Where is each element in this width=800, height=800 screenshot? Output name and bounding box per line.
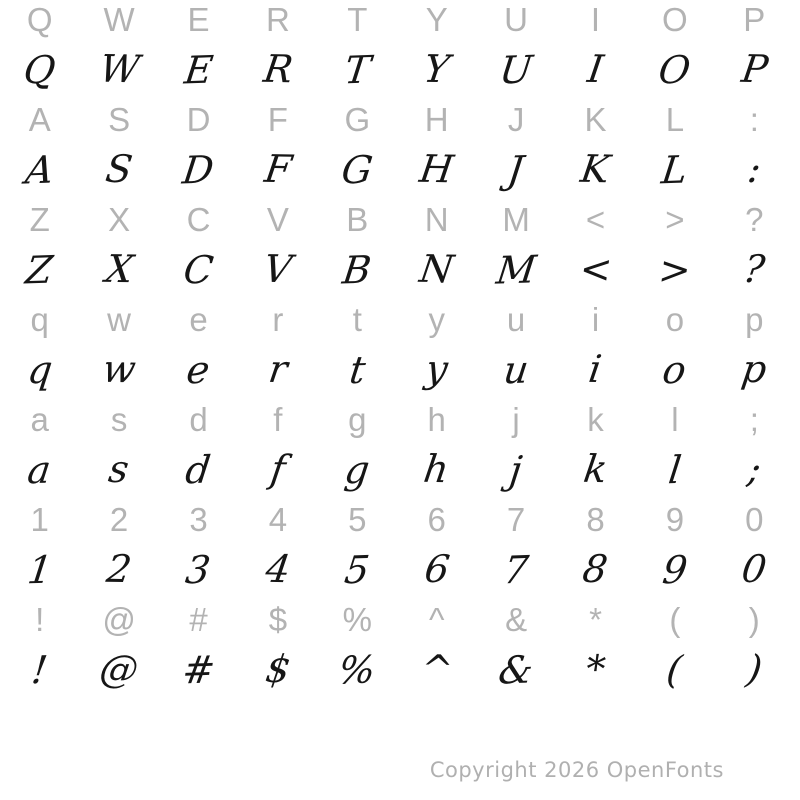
glyph-cell: S [108,100,131,138]
glyph-row-uppercase-home-specimen [0,144,794,194]
glyph-cell: k [580,446,611,492]
glyph-cell: : [744,146,764,192]
glyph-cell: r [272,300,284,338]
glyph-cell: * [582,646,609,692]
glyph-cell: Q [26,0,53,38]
glyph-row-symbols-reference [0,594,794,644]
glyph-row-lowercase-home-specimen [0,444,794,494]
glyph-row-uppercase-top-reference [0,0,794,44]
glyph-cell: E [187,0,210,38]
glyph-cell: Y [425,0,448,38]
glyph-cell: ! [29,647,50,693]
glyph-cell: g [342,447,373,493]
glyph-cell: i [591,300,600,338]
glyph-cell: I [590,0,601,38]
glyph-cell: w [99,346,139,392]
glyph-cell: F [261,146,295,192]
glyph-cell: > [656,247,694,293]
glyph-cell: u [506,300,526,338]
glyph-cell: % [336,647,379,693]
glyph-cell: : [749,100,759,138]
glyph-cell: 8 [580,546,611,592]
glyph-cell: p [745,300,764,338]
glyph-cell: G [344,100,371,138]
glyph-cell: M [502,200,530,238]
glyph-cell: V [266,200,289,238]
glyph-cell: 4 [262,546,294,592]
glyph-cell: s [106,446,132,492]
glyph-cell: 3 [183,547,214,593]
glyph-cell: A [23,147,57,193]
glyph-cell: 2 [109,500,129,538]
glyph-cell: L [659,147,691,193]
glyph-cell: M [493,247,539,293]
glyph-cell: ! [35,600,45,638]
glyph-cell: k [587,400,604,438]
glyph-cell: G [339,147,376,193]
glyph-cell: P [743,0,766,38]
glyph-cell: s [110,400,128,438]
glyph-cell: y [428,300,445,338]
glyph-cell: F [267,100,288,138]
glyph-cell: $ [268,600,288,638]
glyph-cell: O [656,47,694,93]
glyph-cell: ^ [417,646,456,692]
glyph-cell: R [265,0,290,38]
glyph-cell: i [586,346,605,392]
glyph-cell: Z [23,247,56,293]
glyph-cell: 7 [501,547,531,593]
glyph-cell: $ [262,646,294,692]
glyph-cell: H [417,146,457,192]
glyph-row-digits-specimen [0,544,794,594]
glyph-cell: o [660,347,689,393]
glyph-cell: e [189,300,208,338]
glyph-cell: C [186,200,211,238]
glyph-cell: Q [21,47,58,93]
glyph-cell: R [260,46,296,92]
glyph-cell: # [189,600,208,638]
glyph-cell: W [96,46,142,92]
glyph-cell: o [665,300,685,338]
glyph-cell: O [662,0,688,38]
glyph-cell: N [417,246,457,292]
glyph-cell: X [102,246,136,292]
glyph-cell: & [496,647,536,693]
glyph-cell: ) [748,600,760,638]
glyph-cell: r [265,346,291,392]
glyph-cell: Z [29,200,50,238]
glyph-cell: 8 [586,500,605,538]
glyph-cell: 1 [30,500,49,538]
glyph-cell: J [505,147,527,193]
glyph-cell: U [497,47,535,93]
glyph-cell: H [424,100,449,138]
glyph-cell: a [30,400,49,438]
glyph-cell: 6 [421,546,452,592]
glyph-cell: ; [749,400,759,438]
glyph-cell: E [181,47,216,93]
glyph-cell: w [107,300,132,338]
glyph-cell: 7 [506,500,526,538]
glyph-cell: 4 [268,500,288,538]
glyph-cell: < [585,200,606,238]
glyph-cell: q [30,300,49,338]
glyph-cell: > [665,200,685,238]
glyph-cell: y [422,346,451,392]
glyph-cell: < [576,246,615,292]
glyph-cell: 2 [103,546,135,592]
glyph-cell: e [184,347,213,393]
glyph-cell: L [665,100,685,138]
glyph-row-digits-reference [0,494,794,544]
glyph-cell: u [500,347,531,393]
glyph-cell: U [504,0,529,38]
glyph-row-uppercase-bottom-reference [0,194,794,244]
glyph-cell: S [103,146,136,192]
glyph-cell: @ [97,646,142,692]
glyph-cell: ( [669,600,681,638]
glyph-cell: B [340,247,374,293]
glyph-cell: 5 [342,547,373,593]
glyph-cell: q [24,347,55,393]
glyph-cell: & [505,600,528,638]
glyph-cell: K [578,146,613,192]
glyph-cell: t [352,300,362,338]
glyph-cell: V [261,246,295,292]
glyph-cell: p [739,346,770,392]
glyph-cell: j [507,447,525,493]
glyph-cell: ? [741,246,768,292]
glyph-cell: 5 [348,500,367,538]
glyph-cell: X [108,200,131,238]
glyph-cell: f [273,400,283,438]
glyph-cell: P [738,46,771,92]
glyph-row-uppercase-home-reference [0,94,794,144]
glyph-cell: j [512,400,520,438]
glyph-cell: g [348,400,367,438]
glyph-cell: 0 [739,546,770,592]
glyph-cell: 3 [189,500,208,538]
glyph-cell: D [180,147,217,193]
glyph-row-lowercase-top-specimen [0,344,794,394]
glyph-row-symbols-specimen [0,644,794,694]
glyph-cell: I [584,46,607,92]
glyph-cell: 9 [665,500,685,538]
glyph-row-lowercase-home-reference [0,394,794,444]
glyph-cell: f [267,446,288,492]
glyph-cell: t [346,347,368,393]
glyph-cell: h [427,400,446,438]
glyph-cell: d [189,400,208,438]
glyph-cell: J [507,100,525,138]
glyph-cell: C [181,247,216,293]
glyph-cell: Y [421,46,453,92]
glyph-cell: # [179,647,218,693]
glyph-cell: D [186,100,211,138]
glyph-cell: ) [743,646,765,692]
copyright-footer: Copyright 2026 OpenFonts [429,758,724,782]
glyph-cell: 6 [427,500,446,538]
glyph-row-uppercase-bottom-specimen [0,244,794,294]
glyph-cell: 1 [24,547,55,593]
glyph-cell: @ [102,600,136,638]
glyph-cell: ; [744,446,764,492]
glyph-cell: T [347,0,368,38]
glyph-cell: ^ [428,600,445,638]
glyph-cell: % [342,600,372,638]
glyph-cell: 9 [659,547,690,593]
glyph-cell: K [584,100,607,138]
glyph-cell: * [589,600,602,638]
glyph-cell: A [28,100,51,138]
glyph-row-uppercase-top-specimen [0,44,794,94]
glyph-cell: B [346,200,369,238]
glyph-cell: d [183,447,214,493]
glyph-cell: ? [745,200,764,238]
glyph-cell: l [665,447,684,493]
glyph-cell: a [25,447,54,493]
glyph-cell: N [424,200,449,238]
glyph-cell: l [671,400,679,438]
glyph-cell: h [421,446,452,492]
glyph-cell: 0 [745,500,764,538]
glyph-cell: ( [664,647,685,693]
glyph-cell: W [103,0,135,38]
glyph-row-lowercase-top-reference [0,294,794,344]
glyph-cell: T [341,47,373,93]
